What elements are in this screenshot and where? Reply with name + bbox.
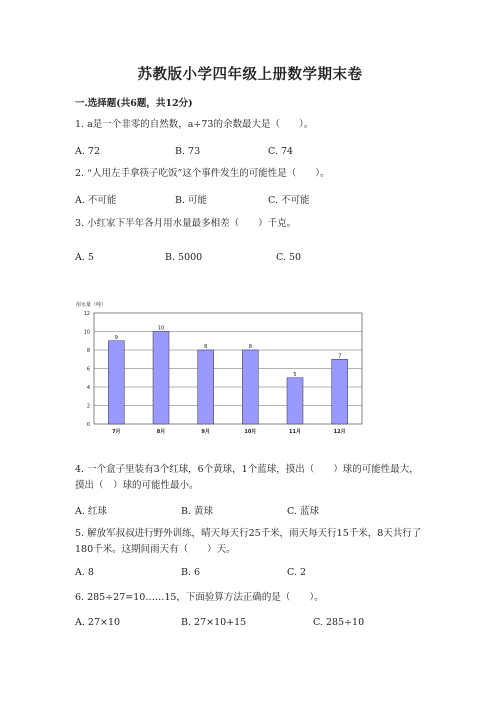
q3-option-b: B. 5000 bbox=[165, 252, 203, 263]
data-label: 10 bbox=[157, 325, 165, 332]
y-tick-label: 4 bbox=[86, 385, 90, 391]
x-tick-label: 10月 bbox=[244, 429, 257, 435]
q2-option-c: C. 不可能 bbox=[268, 195, 310, 206]
data-label: 7 bbox=[338, 353, 342, 360]
bar-chart-svg bbox=[72, 298, 372, 443]
q4-option-a: A. 红球 bbox=[75, 506, 107, 517]
bar bbox=[287, 378, 303, 424]
y-tick-label: 8 bbox=[86, 348, 90, 354]
section-heading: 一.选择题(共6题，共12分) bbox=[75, 98, 193, 109]
question-4: 4. 一个盒子里装有3个红球，6个黄球，1个蓝球，摸出（ ）球的可能性最大，摸出（ ）球的可能性最小。 bbox=[75, 464, 419, 491]
q5-option-c: C. 2 bbox=[287, 567, 307, 578]
question-6: 6. 285÷27=10……15，下面验算方法正确的是（ ）。 bbox=[75, 592, 324, 603]
q4-option-c: C. 蓝球 bbox=[287, 506, 319, 517]
water-usage-chart bbox=[72, 298, 372, 447]
q4-option-b: B. 黄球 bbox=[181, 506, 214, 517]
data-label: 8 bbox=[248, 344, 252, 350]
bar bbox=[108, 341, 124, 424]
x-tick-label: 9月 bbox=[201, 429, 210, 435]
q1-option-a: A. 72 bbox=[75, 146, 100, 157]
bar bbox=[153, 332, 169, 425]
bar bbox=[332, 359, 348, 424]
x-tick-label: 12月 bbox=[333, 429, 346, 435]
y-tick-label: 2 bbox=[86, 403, 90, 410]
q2-option-a: A. 不可能 bbox=[75, 195, 117, 206]
y-tick-label: 0 bbox=[86, 422, 90, 428]
q2-option-b: B. 可能 bbox=[175, 195, 208, 206]
q3-option-c: C. 50 bbox=[276, 252, 302, 263]
data-label: 8 bbox=[204, 344, 208, 350]
x-tick-label: 8月 bbox=[156, 429, 166, 435]
q1-option-c: C. 74 bbox=[268, 146, 294, 157]
q6-option-c: C. 285÷10 bbox=[313, 617, 365, 628]
page-title: 苏教版小学四年级上册数学期末卷 bbox=[137, 66, 363, 83]
q6-option-b: B. 27×10+15 bbox=[181, 617, 247, 628]
data-label: 9 bbox=[114, 334, 118, 341]
question-2: 2. “人用左手拿筷子吃饭”这个事件发生的可能性是（ ）。 bbox=[75, 168, 330, 179]
bar bbox=[198, 350, 214, 424]
x-tick-label: 7月 bbox=[112, 429, 121, 435]
bar bbox=[242, 350, 258, 424]
data-label: 5 bbox=[293, 371, 297, 378]
y-tick-label: 12 bbox=[83, 311, 90, 317]
y-tick-label: 6 bbox=[86, 366, 90, 373]
y-axis-label: 用水量（吨） bbox=[76, 302, 107, 308]
q1-option-b: B. 73 bbox=[175, 146, 201, 157]
question-1: 1. a是一个非零的自然数，a÷73的余数最大是（ ）。 bbox=[75, 119, 314, 130]
q3-option-a: A. 5 bbox=[75, 252, 94, 263]
question-5: 5. 解放军叔叔进行野外训练，晴天每天行25千米，雨天每天行15千米，8天共行了180千米。这期间雨天有（ ）天。 bbox=[75, 528, 422, 555]
q6-option-a: A. 27×10 bbox=[75, 617, 121, 628]
question-3: 3. 小红家下半年各月用水量最多相差（ ）千克。 bbox=[75, 218, 297, 229]
y-tick-label: 10 bbox=[83, 329, 90, 336]
x-tick-label: 11月 bbox=[289, 429, 301, 435]
q5-option-b: B. 6 bbox=[181, 567, 201, 578]
q5-option-a: A. 8 bbox=[75, 567, 94, 578]
